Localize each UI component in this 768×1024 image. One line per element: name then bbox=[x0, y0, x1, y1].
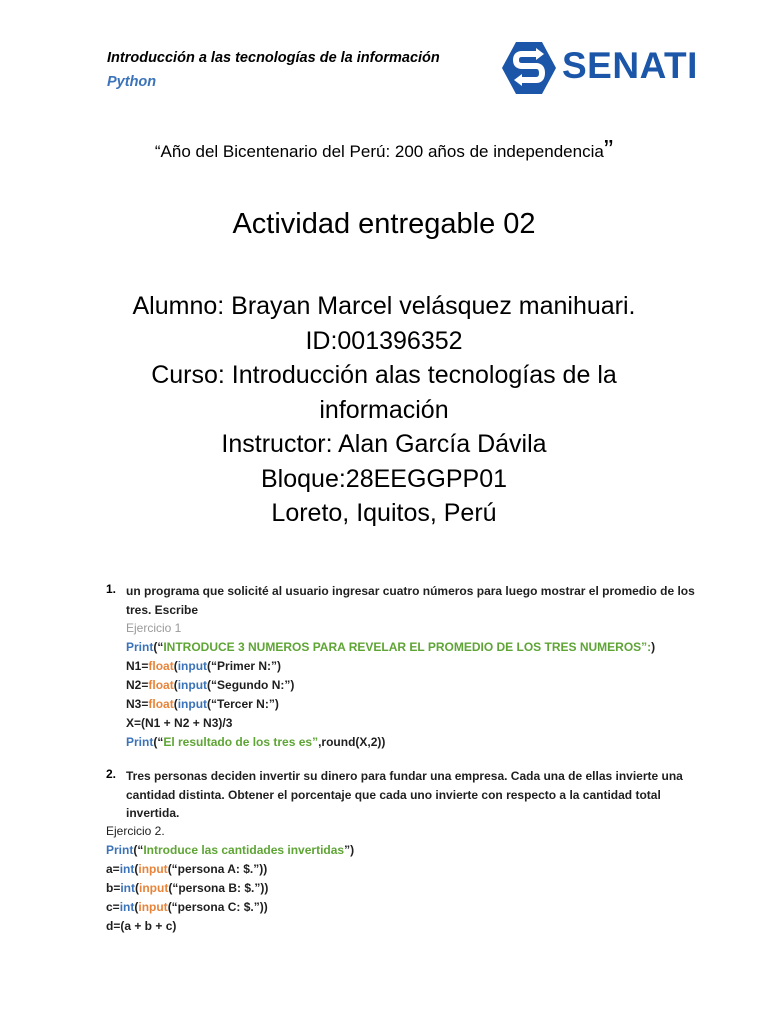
code-token: Print bbox=[126, 735, 154, 749]
question-1-number: 1. bbox=[106, 582, 117, 596]
code-token: ( bbox=[134, 862, 139, 876]
code-token: input bbox=[138, 862, 168, 876]
code-line bbox=[106, 917, 354, 936]
code-line bbox=[126, 638, 655, 657]
senati-logo bbox=[500, 40, 698, 96]
year-motto-text: “Año del Bicentenario del Perú: 200 años de independencia bbox=[154, 142, 604, 161]
code-token: ,round(X,2)) bbox=[318, 735, 386, 749]
code-line bbox=[106, 898, 354, 917]
info-line: Loreto, Iquitos, Perú bbox=[271, 499, 497, 527]
code-line bbox=[106, 841, 354, 860]
code-token: N2= bbox=[126, 678, 149, 692]
code-line bbox=[106, 879, 354, 898]
code-line bbox=[126, 695, 655, 714]
header-subtitle: Python bbox=[107, 74, 157, 90]
code-token: (“ bbox=[133, 843, 144, 857]
code-token: N3= bbox=[126, 697, 149, 711]
code-token: float bbox=[148, 659, 174, 673]
code-token: d=(a + b + c) bbox=[106, 919, 177, 933]
info-line: Bloque:28EEGGPP01 bbox=[261, 464, 507, 493]
code-token: X=(N1 + N2 + N3)/3 bbox=[126, 716, 233, 730]
info-line: Curso: Introducción alas tecnologías de la bbox=[151, 361, 617, 389]
exercise-2-label: Ejercicio 2. bbox=[106, 824, 165, 838]
code-token: b= bbox=[106, 881, 121, 895]
code-token: ”) bbox=[344, 843, 355, 857]
info-line: ID:001396352 bbox=[305, 326, 463, 355]
code-token: ( bbox=[173, 697, 178, 711]
code-token: ( bbox=[173, 678, 178, 692]
code-token: (“persona A: $.”)) bbox=[167, 862, 268, 876]
document-title: Actividad entregable 02 bbox=[232, 208, 536, 240]
code-token: ( bbox=[134, 900, 139, 914]
student-info bbox=[0, 289, 768, 531]
code-token: (“Tercer N:”) bbox=[207, 697, 279, 711]
code-token: INTRODUCE 3 NUMEROS PARA REVELAR EL PROMEDIO DE LOS TRES NUMEROS”: bbox=[163, 640, 652, 654]
code-token: (“ bbox=[153, 640, 164, 654]
code-line bbox=[126, 676, 655, 695]
code-token: (“Segundo N:”) bbox=[207, 678, 295, 692]
info-line: Instructor: Alan García Dávila bbox=[221, 430, 547, 458]
logo-text: SENATI bbox=[562, 45, 698, 86]
question-2-text: Tres personas deciden invertir su dinero para fundar una empresa. Cada una de ellas invierte una cantidad distinta. Obtener el porcentaje que cada uno invierte con respecto a la cantidad total invertida. bbox=[126, 769, 683, 820]
code-token: float bbox=[148, 697, 174, 711]
code-token: (“ bbox=[153, 735, 164, 749]
year-motto-close-quote: ” bbox=[603, 134, 614, 165]
code-line bbox=[126, 657, 655, 676]
code-token: Introduce las cantidades invertidas bbox=[143, 843, 345, 857]
code-token: int bbox=[120, 881, 136, 895]
code-line bbox=[106, 860, 354, 879]
code-token: N1= bbox=[126, 659, 149, 673]
exercise-2-code bbox=[106, 822, 354, 936]
info-line: información bbox=[319, 395, 449, 424]
code-token: ) bbox=[651, 640, 656, 654]
code-token: El resultado de los tres es” bbox=[163, 735, 319, 749]
code-token: ( bbox=[173, 659, 178, 673]
code-token: int bbox=[119, 900, 135, 914]
info-line: Alumno: Brayan Marcel velásquez manihuari. bbox=[132, 292, 636, 320]
year-motto bbox=[0, 134, 768, 166]
header-title: Introducción a las tecnologías de la información bbox=[107, 50, 440, 66]
code-token: input bbox=[177, 678, 208, 692]
code-token: (“Primer N:”) bbox=[207, 659, 282, 673]
code-token: int bbox=[119, 862, 135, 876]
exercise-1-code bbox=[126, 619, 655, 752]
exercise-1-label: Ejercicio 1 bbox=[126, 621, 182, 635]
code-token: Print bbox=[106, 843, 134, 857]
question-2-number: 2. bbox=[106, 767, 117, 781]
code-token: float bbox=[148, 678, 174, 692]
question-1-text: un programa que solicité al usuario ingresar cuatro números para luego mostrar el promedio de los tres. Escribe bbox=[126, 584, 695, 617]
code-token: input bbox=[177, 697, 208, 711]
code-token: input bbox=[139, 881, 169, 895]
code-line bbox=[126, 714, 655, 733]
code-line bbox=[126, 733, 655, 752]
code-token: ( bbox=[135, 881, 140, 895]
code-token: input bbox=[138, 900, 168, 914]
code-token: input bbox=[177, 659, 208, 673]
senati-emblem-icon bbox=[500, 40, 558, 96]
code-token: Print bbox=[126, 640, 154, 654]
code-token: (“persona B: $.”)) bbox=[168, 881, 269, 895]
code-token: a= bbox=[106, 862, 120, 876]
code-token: c= bbox=[106, 900, 120, 914]
code-token: (“persona C: $.”)) bbox=[167, 900, 268, 914]
